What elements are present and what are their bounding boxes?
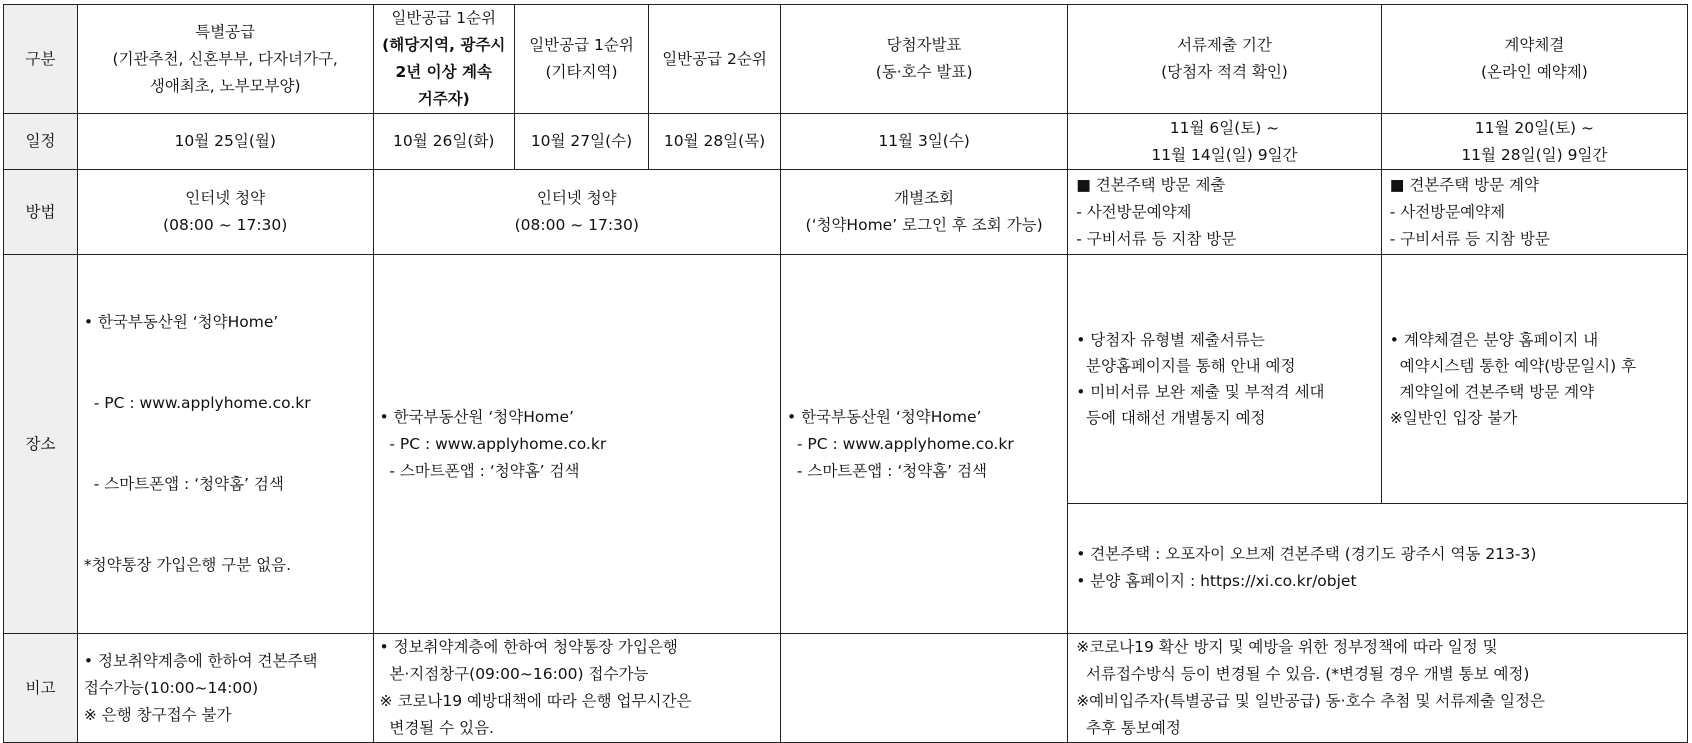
date-text: 11월 6일(토) ~ [1169, 118, 1280, 137]
date-general1-local: 10월 26일(화) [373, 114, 514, 170]
note-text: ※코로나19 확산 방지 및 예방을 위한 정부정책에 따라 일정 및 [1076, 638, 1498, 656]
method-text: 인터넷 청약 [536, 189, 617, 207]
header-text: (동·호수 발표) [875, 63, 973, 81]
header-general1-other [514, 5, 648, 114]
row-label-place: 장소 [4, 255, 78, 634]
method-text: - 사전방문예약제 [1076, 202, 1192, 221]
header-text: (온라인 예약제) [1480, 63, 1588, 81]
row-label-category: 구분 [4, 5, 78, 114]
header-general1-local [373, 5, 514, 114]
date-row [4, 114, 1688, 170]
place-text: - 스마트폰앱 : ‘청약홈’ 검색 [379, 461, 580, 480]
method-special [77, 170, 373, 255]
place-special [77, 255, 373, 634]
place-row [4, 255, 1688, 504]
place-documents [1068, 255, 1382, 504]
header-row [4, 5, 1688, 114]
row-label-method: 방법 [4, 170, 78, 255]
method-text: (‘청약Home’ 로그인 후 조회 가능) [805, 216, 1043, 234]
date-contract [1381, 114, 1687, 170]
header-text: (당첨자 적격 확인) [1161, 63, 1288, 81]
header-text: 거주자) [417, 90, 470, 108]
method-contract [1381, 170, 1687, 255]
place-text: - PC : www.applyhome.co.kr [379, 434, 607, 453]
header-text: 일반공급 1순위 [391, 9, 497, 27]
date-winner: 11월 3일(수) [781, 114, 1068, 170]
date-text: 11월 20일(토) ~ [1474, 118, 1595, 137]
header-text: 계약체결 [1504, 36, 1565, 54]
note-text: ※ 코로나19 예방대책에 따라 은행 업무시간은 [379, 692, 692, 710]
place-winner [781, 255, 1068, 634]
subscription-schedule-table [3, 4, 1688, 743]
header-text: 특별공급 [195, 22, 256, 41]
header-document-submission [1068, 5, 1382, 114]
note-text: 추후 통보예정 [1076, 719, 1181, 737]
note-text: 접수가능(10:00~14:00) [83, 678, 259, 697]
header-text: (해당지역, 광주시 [382, 36, 506, 54]
note-winner-empty [781, 634, 1068, 743]
place-text: *청약통장 가입은행 구분 없음. [83, 556, 292, 574]
date-documents [1068, 114, 1382, 170]
place-text: • 견본주택 : 오포자이 오브제 견본주택 (경기도 광주시 역동 213-3) [1076, 545, 1537, 564]
note-text: • 정보취약계층에 한하여 견본주택 [83, 651, 318, 670]
method-text: ■ 견본주택 방문 계약 [1389, 175, 1539, 194]
header-text: 당첨자발표 [886, 36, 962, 54]
header-special-supply [77, 5, 373, 114]
row-label-note: 비고 [4, 634, 78, 743]
method-text: - 구비서류 등 지참 방문 [1076, 229, 1237, 248]
note-text: ※예비입주자(특별공급 및 일반공급) 동·호수 추첨 및 서류제출 일정은 [1076, 692, 1545, 710]
method-general [373, 170, 781, 255]
note-text: ※ 은행 창구접수 불가 [83, 705, 232, 724]
method-text: 개별조회 [894, 189, 955, 207]
note-documents-contract [1068, 634, 1688, 743]
method-text: (08:00 ~ 17:30) [163, 216, 288, 234]
place-model-house [1068, 503, 1688, 633]
row-label-date: 일정 [4, 114, 78, 170]
place-text: • 분양 홈페이지 : https://xi.co.kr/objet [1076, 572, 1357, 591]
method-text: ■ 견본주택 방문 제출 [1076, 175, 1226, 194]
method-text: 인터넷 청약 [185, 189, 266, 207]
place-text: • 계약체결은 분양 홈페이지 내 [1389, 330, 1599, 349]
header-general2 [649, 5, 781, 114]
header-text: (기타지역) [545, 63, 618, 81]
method-text: - 구비서류 등 지참 방문 [1389, 229, 1550, 248]
place-text: ※일반인 입장 불가 [1389, 408, 1518, 427]
place-text: - 스마트폰앱 : ‘청약홈’ 검색 [787, 461, 987, 480]
place-text: 계약일에 견본주택 방문 계약 [1389, 382, 1595, 401]
header-text: 서류제출 기간 [1177, 36, 1272, 54]
note-row [4, 634, 1688, 743]
place-text: 분양홈페이지를 통해 안내 예정 [1076, 356, 1296, 375]
place-text: 등에 대해선 개별통지 예정 [1076, 408, 1266, 427]
date-special: 10월 25일(월) [77, 114, 373, 170]
method-documents [1068, 170, 1382, 255]
note-special [77, 634, 373, 743]
header-text: 생애최초, 노부모부양) [149, 76, 301, 95]
place-text: 예약시스템 통한 예약(방문일시) 후 [1389, 356, 1637, 375]
place-text: • 당첨자 유형별 제출서류는 [1076, 330, 1265, 349]
place-text: • 한국부동산원 ‘청약Home’ [787, 407, 982, 426]
method-text: - 사전방문예약제 [1389, 202, 1506, 221]
note-text: 서류접수방식 등이 변경될 수 있음. (*변경될 경우 개별 통보 예정) [1076, 665, 1530, 683]
note-text: • 정보취약계층에 한하여 청약통장 가입은행 [379, 638, 678, 656]
header-winner-announcement [781, 5, 1068, 114]
header-text: 일반공급 1순위 [529, 36, 634, 54]
place-text: • 한국부동산원 ‘청약Home’ [83, 313, 279, 331]
method-row [4, 170, 1688, 255]
header-text: (기관추천, 신혼부부, 다자녀가구, [112, 49, 338, 68]
place-text: - PC : www.applyhome.co.kr [787, 434, 1014, 453]
date-general1-other: 10월 27일(수) [514, 114, 648, 170]
header-text: 일반공급 2순위 [662, 49, 767, 68]
note-general [373, 634, 781, 743]
note-text: 변경될 수 있음. [379, 719, 494, 737]
place-general [373, 255, 781, 634]
method-winner [781, 170, 1068, 255]
note-text: 본·지점창구(09:00~16:00) 접수가능 [379, 665, 649, 683]
place-text: - 스마트폰앱 : ‘청약홈’ 검색 [83, 475, 284, 493]
place-text: - PC : www.applyhome.co.kr [83, 394, 311, 412]
place-text: • 미비서류 보완 제출 및 부적격 세대 [1076, 382, 1325, 401]
date-text: 11월 14일(일) 9일간 [1151, 145, 1298, 164]
method-text: (08:00 ~ 17:30) [514, 216, 639, 234]
place-contract [1381, 255, 1687, 504]
header-text: 2년 이상 계속 [395, 63, 492, 81]
date-general2: 10월 28일(목) [649, 114, 781, 170]
place-text: • 한국부동산원 ‘청약Home’ [379, 407, 574, 426]
date-text: 11월 28일(일) 9일간 [1461, 145, 1608, 164]
header-contract [1381, 5, 1687, 114]
